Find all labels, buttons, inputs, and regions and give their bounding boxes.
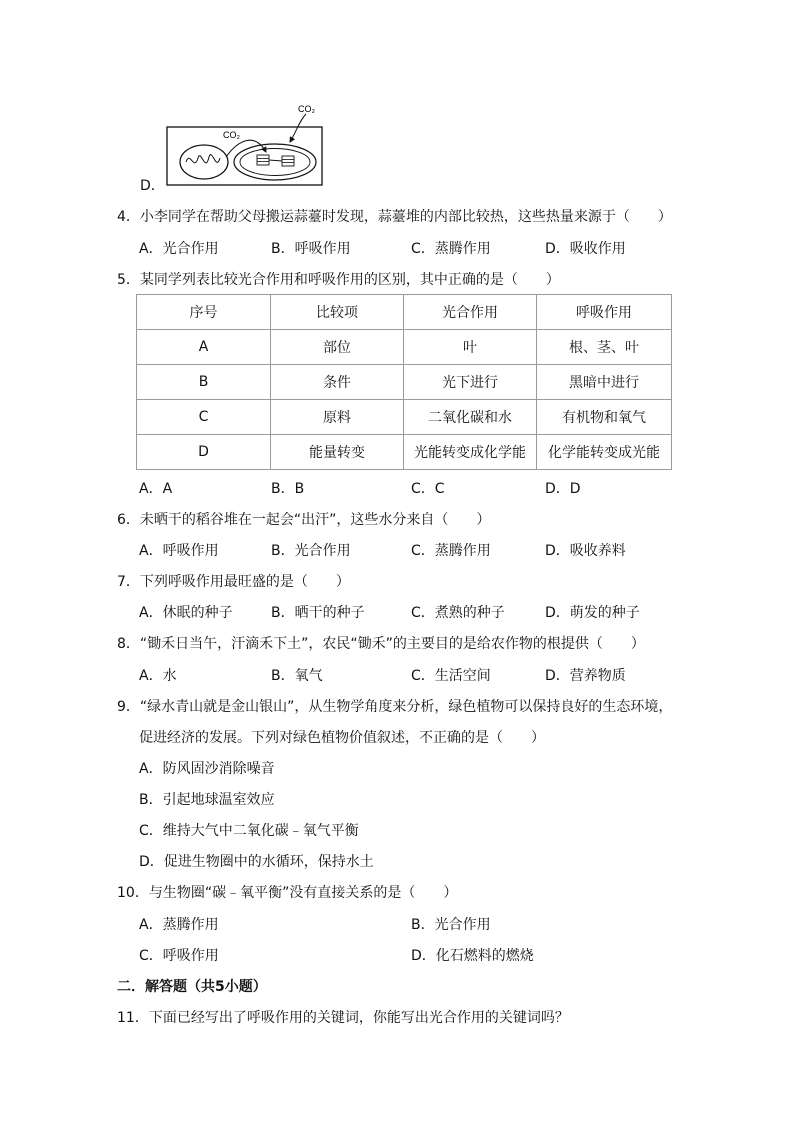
table-cell: C — [137, 400, 271, 435]
table-cell: 光下进行 — [404, 365, 537, 400]
table-cell: 部位 — [271, 330, 404, 365]
q10-option-b[interactable]: B．光合作用 — [411, 917, 491, 933]
table-header-cell: 序号 — [137, 295, 271, 330]
q4-option-c[interactable]: C．蒸腾作用 — [411, 241, 491, 257]
table-cell: 叶 — [404, 330, 537, 365]
q6-stem: 6．未晒干的稻谷堆在一起会“出汗”，这些水分来自（ ） — [117, 512, 491, 528]
q10-option-a[interactable]: A．蒸腾作用 — [139, 917, 219, 933]
table-cell: 二氧化碳和水 — [404, 400, 537, 435]
q3-option-d-label: D． — [140, 178, 165, 194]
mitochondria-chloroplast-diagram — [160, 100, 325, 190]
q5-option-c[interactable]: C．C — [411, 481, 445, 497]
q8-option-d[interactable]: D．营养物质 — [545, 668, 626, 684]
co2-label-top: CO₂ — [298, 104, 315, 114]
table-header-cell: 光合作用 — [404, 295, 537, 330]
q7-stem: 7．下列呼吸作用最旺盛的是（ ） — [117, 574, 350, 590]
table-cell: D — [137, 435, 271, 470]
co2-label-left: CO₂ — [223, 130, 240, 140]
chloroplast-shape — [234, 144, 316, 180]
table-cell: 化学能转变成光能 — [537, 435, 672, 470]
mitochondrion-shape — [180, 145, 228, 179]
q4-option-b[interactable]: B．呼吸作用 — [271, 241, 351, 257]
table-cell: 光能转变成化学能 — [404, 435, 537, 470]
table-cell: 能量转变 — [271, 435, 404, 470]
table-cell: A — [137, 330, 271, 365]
table-cell: 根、茎、叶 — [537, 330, 672, 365]
q10-option-c[interactable]: C．呼吸作用 — [139, 948, 219, 964]
table-cell: 有机物和氧气 — [537, 400, 672, 435]
co2-arrow-from-outside — [290, 114, 306, 142]
q6-option-c[interactable]: C．蒸腾作用 — [411, 543, 491, 559]
q11-stem: 11．下面已经写出了呼吸作用的关键词，你能写出光合作用的关键词吗？ — [117, 1010, 569, 1026]
q7-option-d[interactable]: D．萌发的种子 — [545, 605, 640, 621]
q9-option-a[interactable]: A．防风固沙消除噪音 — [139, 761, 275, 777]
q7-option-c[interactable]: C．煮熟的种子 — [411, 605, 505, 621]
q5-option-b[interactable]: B．B — [271, 481, 305, 497]
table-row — [137, 330, 672, 365]
table-header-cell: 比较项 — [271, 295, 404, 330]
table-cell: B — [137, 365, 271, 400]
table-row — [137, 365, 672, 400]
q9-stem-line2: 促进经济的发展。下列对绿色植物价值叙述，不正确的是（ ） — [139, 730, 545, 746]
table-row — [137, 400, 672, 435]
table-cell: 黑暗中进行 — [537, 365, 672, 400]
q8-option-b[interactable]: B．氧气 — [271, 668, 323, 684]
q6-option-a[interactable]: A．呼吸作用 — [139, 543, 219, 559]
q4-option-d[interactable]: D．吸收作用 — [545, 241, 626, 257]
q10-option-d[interactable]: D．化石燃料的燃烧 — [411, 948, 534, 964]
q9-option-b[interactable]: B．引起地球温室效应 — [139, 792, 275, 808]
q8-option-c[interactable]: C．生活空间 — [411, 668, 491, 684]
q8-option-a[interactable]: A．水 — [139, 668, 177, 684]
q6-option-b[interactable]: B．光合作用 — [271, 543, 351, 559]
comparison-table — [136, 294, 672, 470]
q9-option-c[interactable]: C．维持大气中二氧化碳﹣氧气平衡 — [139, 823, 359, 839]
table-cell: 原料 — [271, 400, 404, 435]
q9-option-d[interactable]: D．促进生物圈中的水循环，保持水土 — [139, 854, 374, 870]
q4-option-a[interactable]: A．光合作用 — [139, 241, 219, 257]
table-header-row — [137, 295, 672, 330]
table-row — [137, 435, 672, 470]
q8-stem: 8．“锄禾日当午，汗滴禾下土”，农民“锄禾”的主要目的是给农作物的根提供（ ） — [117, 636, 645, 652]
q6-option-d[interactable]: D．吸收养料 — [545, 543, 626, 559]
q5-stem: 5．某同学列表比较光合作用和呼吸作用的区别，其中正确的是（ ） — [117, 272, 560, 288]
cell-diagram-figure — [160, 100, 325, 190]
q7-option-a[interactable]: A．休眠的种子 — [139, 605, 233, 621]
section-title: 二．解答题（共5小题） — [117, 979, 267, 995]
q5-option-d[interactable]: D．D — [545, 481, 581, 497]
table-header-cell: 呼吸作用 — [537, 295, 672, 330]
q10-stem: 10．与生物圈“碳﹣氧平衡”没有直接关系的是（ ） — [117, 885, 458, 901]
q9-stem-line1: 9．“绿水青山就是金山银山”，从生物学角度来分析，绿色植物可以保持良好的生态环境， — [117, 699, 673, 715]
q7-option-b[interactable]: B．晒干的种子 — [271, 605, 365, 621]
q5-option-a[interactable]: A．A — [139, 481, 173, 497]
table-cell: 条件 — [271, 365, 404, 400]
q4-stem: 4．小李同学在帮助父母搬运蒜薹时发现，蒜薹堆的内部比较热，这些热量来源于（ ） — [117, 209, 672, 225]
